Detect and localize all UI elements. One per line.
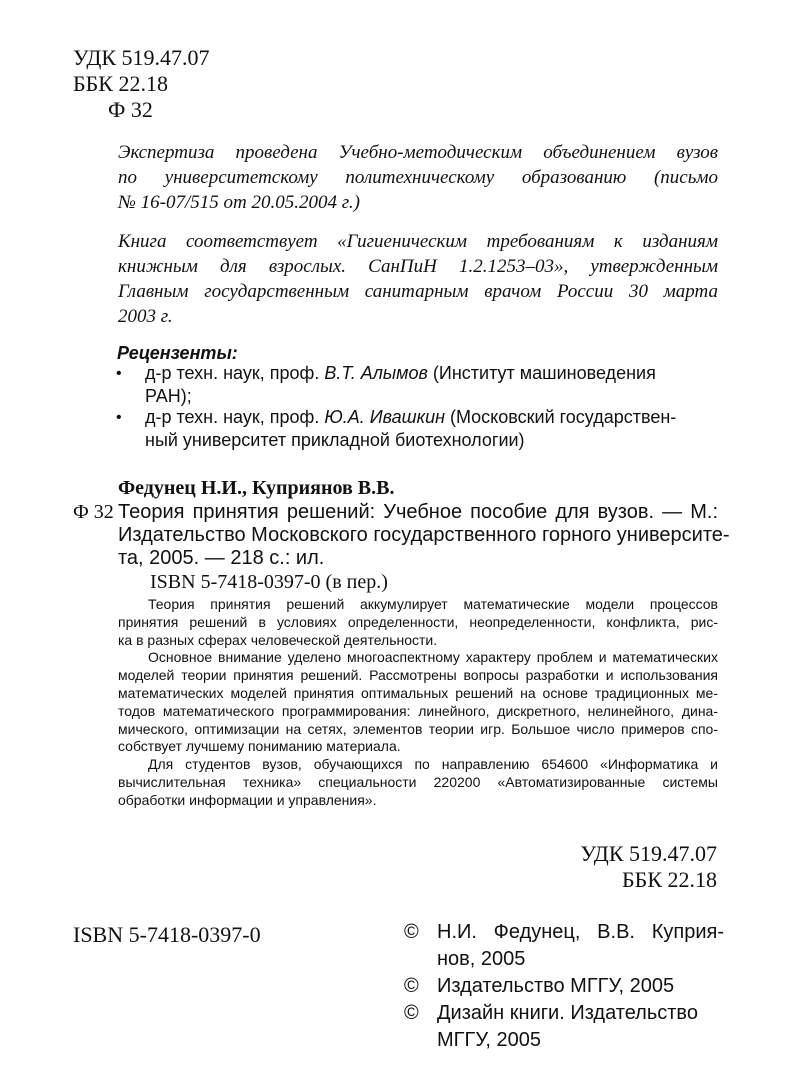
reviewer-2: [145, 407, 676, 428]
abstract-p1-line-3: ка в разных сферах человеческой деятельности.: [118, 631, 438, 648]
copyright-1-line-2: нов, 2005: [437, 948, 526, 970]
copyright-1-line-1: Н.И. Федунец, В.В. Куприя-: [437, 921, 724, 943]
bbk-code: ББК 22.18: [73, 71, 168, 96]
bbk-code-right: ББК 22.18: [622, 867, 717, 892]
copyright-icon: ©: [404, 975, 419, 997]
reviewer-1-line2: РАН);: [145, 386, 192, 406]
author-mark: Ф 32: [108, 97, 153, 122]
hygiene-line-4: 2003 г.: [118, 306, 173, 327]
abstract: [118, 596, 718, 810]
abstract-p3-line-3: обработки информации и управления».: [118, 791, 377, 808]
bib-isbn: ISBN 5-7418-0397-0 (в пер.): [150, 571, 388, 593]
reviewer-1-prefix: д-р техн. наук, проф.: [145, 363, 325, 383]
abstract-p1-line-2: принятия решений в условиях определенности, неопределенности, конфликта, рис-: [118, 613, 718, 630]
bullet-icon: •: [116, 365, 122, 382]
copyright-entry-3: [404, 1000, 724, 1054]
expertise-line-1: Экспертиза проведена Учебно-методическим объединением вузов: [118, 142, 718, 163]
copyright-block: [404, 919, 724, 1054]
bib-line-3: та, 2005. — 218 с.: ил.: [118, 547, 325, 569]
abstract-p2-line-2: моделей теории принятия решений. Рассмотрены вопросы разработки и использования: [118, 667, 718, 684]
copyright-icon: ©: [404, 921, 419, 943]
hygiene-line-1: Книга соответствует «Гигиеническим требованиям к изданиям: [118, 231, 718, 252]
expertise-note: [118, 140, 718, 215]
abstract-p2-line-6: собствует лучшему пониманию материала.: [118, 738, 401, 755]
reviewers-heading: Рецензенты:: [117, 343, 238, 363]
abstract-p3-line-1: Для студентов вузов, обучающихся по направлению 654600 «Информатика и: [148, 756, 718, 773]
hygiene-line-2: книжным для взрослых. СанПиН 1.2.1253–03», утвержденным: [118, 256, 718, 277]
reviewer-2-line2: ный университет прикладной биотехнологии): [145, 430, 525, 450]
reviewer-1-suffix: (Институт машиноведения: [427, 363, 656, 383]
abstract-p2-line-1: Основное внимание уделено многоаспектному характеру проблем и математических: [148, 649, 718, 666]
copyright-2-line-1: Издательство МГГУ, 2005: [437, 975, 675, 997]
udk-code-right: УДК 519.47.07: [580, 841, 717, 866]
expertise-line-2: по университетскому политехническому образованию (письмо: [118, 167, 718, 188]
expertise-line-3: № 16-07/515 от 20.05.2004 г.): [118, 192, 360, 213]
bib-line-1: Теория принятия решений: Учебное пособие для вузов. — М.:: [118, 501, 718, 523]
abstract-p3-line-2: вычислительная техника» специальности 220200 «Автоматизированные системы: [118, 773, 718, 790]
copyright-3-line-1: Дизайн книги. Издательство: [437, 1002, 698, 1024]
reviewer-1-name: В.Т. Алымов: [324, 363, 428, 383]
bib-description: [118, 501, 730, 570]
abstract-p2-line-4: тодов математического программирования: линейного, дискретного, нелинейного, дина-: [118, 702, 718, 719]
bullet-icon: •: [116, 409, 122, 426]
reviewer-2-name: Ю.А. Ивашкин: [324, 407, 445, 427]
reviewer-1: [145, 363, 656, 384]
bib-mark: Ф 32: [73, 501, 114, 523]
udk-code: УДК 519.47.07: [73, 45, 210, 70]
isbn-bottom: ISBN 5-7418-0397-0: [73, 922, 261, 947]
copyright-entry-1: [404, 919, 724, 973]
bib-line-2: Издательство Московского государственного горного университе-: [118, 524, 730, 546]
reviewer-2-suffix: (Московский государствен-: [444, 407, 677, 427]
copyright-entry-2: [404, 973, 724, 1000]
abstract-p1-line-1: Теория принятия решений аккумулирует математические модели процессов: [148, 596, 718, 612]
hygiene-line-3: Главным государственным санитарным врачом России 30 марта: [118, 281, 718, 302]
abstract-p2-line-3: математических моделей принятия оптимальных решений на основе традиционных ме-: [118, 684, 718, 701]
reviewer-2-prefix: д-р техн. наук, проф.: [145, 407, 325, 427]
abstract-p2-line-5: мического, оптимизации на сетях, элементов теории игр. Большое число примеров спо-: [118, 720, 718, 737]
copyright-3-line-2: МГГУ, 2005: [437, 1029, 541, 1051]
hygiene-note: [118, 229, 718, 329]
authors-line: Федунец Н.И., Куприянов В.В.: [118, 477, 395, 499]
copyright-icon: ©: [404, 1002, 419, 1024]
